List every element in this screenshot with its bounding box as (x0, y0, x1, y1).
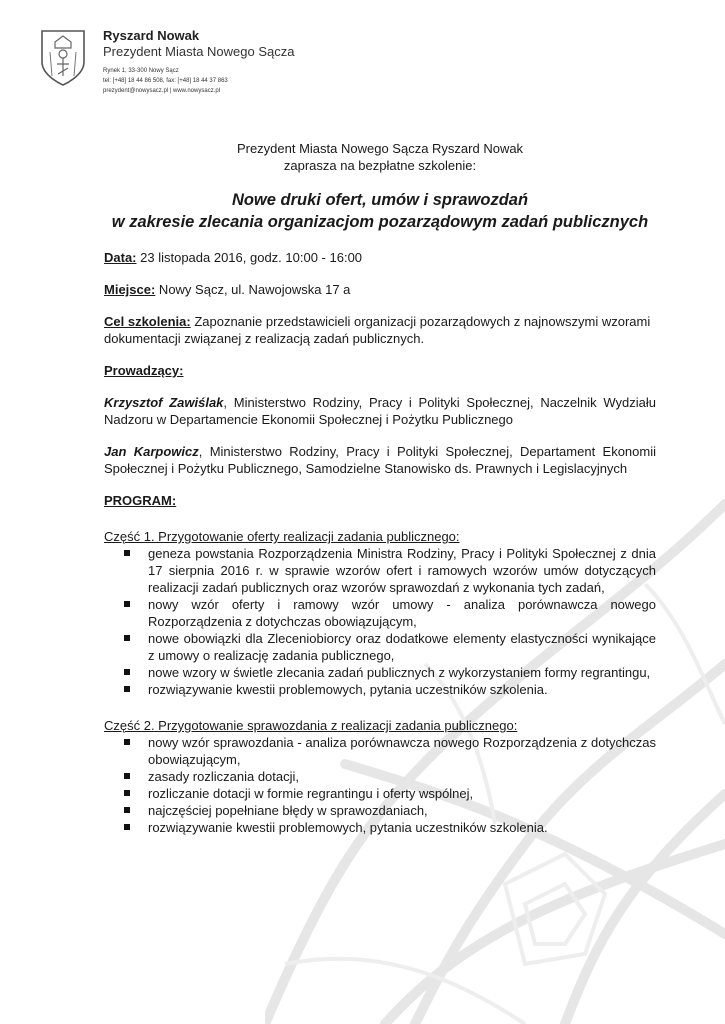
part-1-title: Część 1. Przygotowanie oferty realizacji zadania publicznego: (104, 529, 460, 544)
part-1-list (104, 545, 656, 698)
trainers-heading (104, 362, 656, 379)
list-item: zasady rozliczania dotacji, (148, 768, 656, 785)
part-2-title: Część 2. Przygotowanie sprawozdania z realizacji zadania publicznego: (104, 718, 518, 733)
office-address: Rynek 1, 33-300 Nowy Sącz (103, 68, 179, 74)
goal-label: Cel szkolenia: (104, 314, 191, 329)
place-value: Nowy Sącz, ul. Nawojowska 17 a (155, 282, 351, 297)
program-part-1 (104, 528, 656, 698)
invitation-body (104, 140, 656, 836)
program-part-2 (104, 717, 656, 836)
list-item: nowe wzory w świetle zlecania zadań publicznych z wykorzystaniem formy regrantingu, (148, 664, 656, 681)
trainer-1-desc: , Ministerstwo Rodziny, Pracy i Polityki Społecznej, Naczelnik Wydziału Nadzoru w Departamencie Ekonomii Społecznej i Pożytku Publicznego (104, 395, 656, 427)
date-field (104, 249, 656, 266)
list-item: rozliczanie dotacji w formie regrantingu i oferty wspólnej, (148, 785, 656, 802)
date-label: Data: (104, 250, 137, 265)
goal-value: Zapoznanie przedstawicieli organizacji pozarządowych z najnowszymi wzorami dokumentacji związanej z realizacją zadań publicznych. (104, 314, 651, 346)
training-title (104, 189, 656, 233)
training-title-line-1: Nowe druki ofert, umów i sprawozdań (231, 191, 529, 209)
trainer-2-desc: , Ministerstwo Rodziny, Pracy i Polityki Społecznej, Departament Ekonomii Społecznej i Pożytku Publicznego, Samodzielne Stanowisko ds. Prawnych i Legislacyjnych (104, 444, 656, 476)
goal-field (104, 313, 656, 347)
list-item: nowy wzór oferty i ramowy wzór umowy - analiza porównawcza nowego Rozporządzenia z dotychczas obowiązującym, (148, 597, 656, 629)
list-item: rozwiązywanie kwestii problemowych, pytania uczestników szkolenia. (148, 681, 656, 698)
trainer-2-name: Jan Karpowicz (104, 444, 199, 459)
invite-line-2: zaprasza na bezpłatne szkolenie: (283, 158, 477, 173)
list-item: nowy wzór sprawozdania - analiza porównawcza nowego Rozporządzenia z dotychczas obowiązującym, (148, 735, 656, 767)
list-item: rozwiązywanie kwestii problemowych, pytania uczestników szkolenia. (148, 819, 656, 836)
list-item: geneza powstania Rozporządzenia Ministra Rodziny, Pracy i Polityki Społecznej z dnia 17 sierpnia 2016 r. w sprawie wzorów ofert i ramowych wzorów umów dotyczących realizacji zadań publicznych oraz wzorów sprawozdań z wykonania tych zadań, (148, 546, 656, 595)
trainer-1 (104, 394, 656, 428)
date-value: 23 listopada 2016, godz. 10:00 - 16:00 (136, 250, 363, 265)
part-2-list (104, 734, 656, 836)
trainer-1-name: Krzysztof Zawiślak (104, 395, 224, 410)
trainers-heading-text: Prowadzący: (104, 363, 184, 378)
program-heading (104, 492, 656, 509)
president-title: Prezydent Miasta Nowego Sącza (103, 44, 295, 59)
coat-of-arms-icon (38, 28, 88, 88)
training-title-line-2: w zakresie zlecania organizacjom pozarządowym zadań publicznych (111, 213, 649, 231)
list-item: najczęściej popełniane błędy w sprawozdaniach, (148, 802, 656, 819)
program-heading-text: PROGRAM: (104, 493, 177, 508)
list-item: nowe obowiązki dla Zleceniobiorcy oraz dodatkowe elementy elastyczności wynikające z umowy o realizację zadania publicznego, (148, 631, 656, 663)
president-name: Ryszard Nowak (103, 28, 200, 43)
office-web: prezydent@nowysacz.pl | www.nowysacz.pl (103, 88, 221, 94)
place-field (104, 281, 656, 298)
invite-line-1: Prezydent Miasta Nowego Sącza Ryszard Nowak (236, 141, 524, 156)
place-label: Miejsce: (104, 282, 156, 297)
trainer-2 (104, 443, 656, 477)
office-phone: tel: [+48] 18 44 86 508, fax: [+48] 18 44 37 863 (103, 78, 228, 84)
